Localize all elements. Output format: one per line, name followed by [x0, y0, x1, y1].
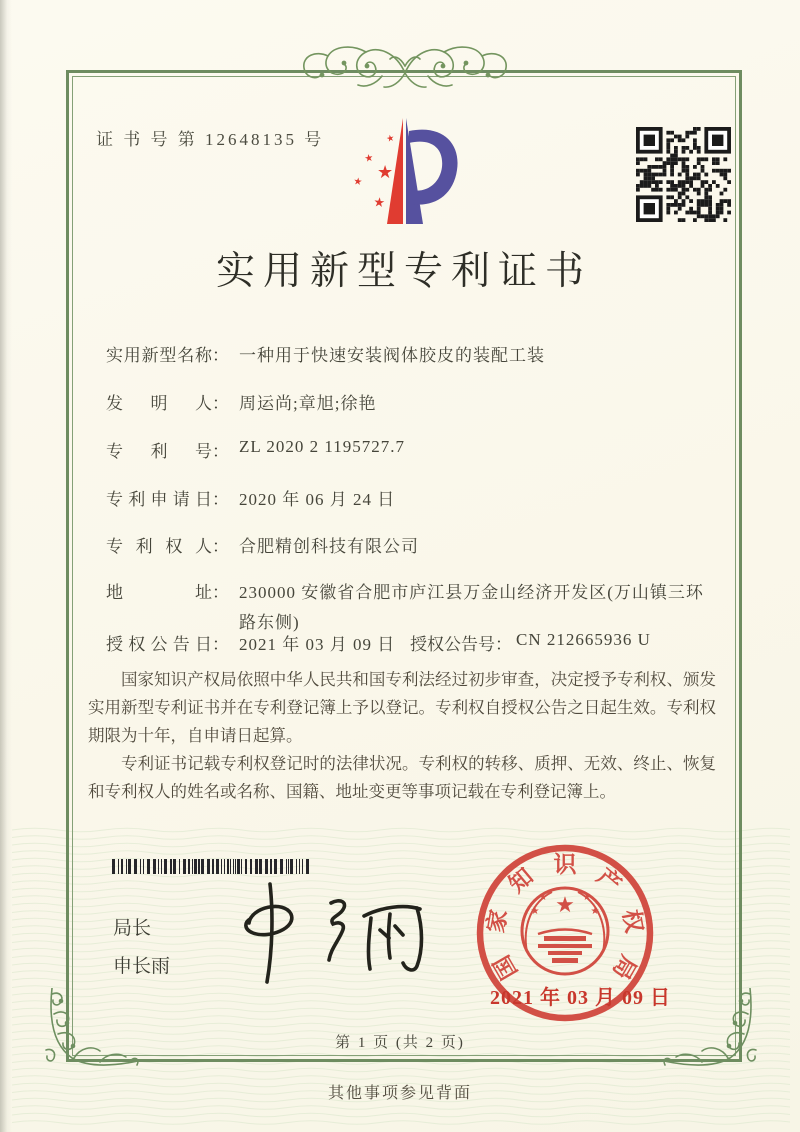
- corner-flourish-bottom-left: [44, 988, 140, 1070]
- seal-ring-char: 知: [504, 863, 538, 898]
- director-signature: [232, 876, 432, 988]
- field-colon: ：: [212, 583, 229, 602]
- field-row-patent-no: [106, 437, 405, 462]
- national-emblem-icon: [522, 888, 608, 974]
- back-note: 其他事项参见背面: [327, 1085, 472, 1102]
- field-label: 地址: [106, 583, 212, 602]
- field-value: 2021 年 03 月 09 日: [239, 635, 396, 654]
- seal-ring-char: 局: [607, 951, 641, 984]
- field-value: 合肥精创科技有限公司: [239, 537, 419, 556]
- field-label: 授权公告日: [106, 635, 212, 654]
- field-row-patentee: [106, 532, 419, 557]
- seal-ring-char: 家: [483, 907, 512, 935]
- field-value: CN 212665936 U: [516, 630, 651, 649]
- field-label: 专利申请日: [106, 490, 212, 509]
- field-value: 230000 安徽省合肥市庐江县万金山经济开发区(万山镇三环路东侧): [239, 583, 704, 632]
- field-label: 发明人: [106, 394, 212, 413]
- seal-ring-char: 国: [489, 951, 523, 984]
- seal-ring-char: 产: [592, 863, 626, 898]
- director-block: [113, 910, 170, 986]
- field-row-filing-date: [106, 485, 395, 510]
- field-value: 2020 年 06 月 24 日: [239, 490, 396, 509]
- legal-text-section: [88, 666, 716, 806]
- svg-text:★: ★: [385, 132, 396, 144]
- certificate-number: 证 书 号 第 12648135 号: [96, 130, 325, 149]
- svg-text:★: ★: [377, 162, 394, 182]
- field-label: 专利号: [106, 442, 212, 461]
- field-row-address: [106, 578, 717, 638]
- svg-text:★: ★: [530, 906, 540, 917]
- field-row-name: [106, 341, 545, 366]
- field-colon: ：: [495, 635, 512, 654]
- field-value: ZL 2020 2 1195727.7: [239, 437, 406, 456]
- field-colon: ：: [212, 490, 229, 509]
- svg-text:★: ★: [372, 194, 386, 211]
- field-row-grant-date: [106, 630, 395, 655]
- top-flourish-ornament: [292, 42, 518, 94]
- body-paragraph: 专利证书记载专利权登记时的法律状况。专利权的转移、质押、无效、终止、恢复和专利权人的姓名或名称、国籍、地址变更等事项记载在专利登记簿上。: [88, 754, 716, 801]
- field-row-inventor: [106, 389, 376, 414]
- cnipa-logo-icon: [335, 114, 475, 234]
- page-number: 第 1 页 (共 2 页): [335, 1035, 465, 1051]
- svg-text:★: ★: [555, 892, 575, 917]
- svg-text:★: ★: [590, 906, 600, 917]
- qr-code: [636, 127, 731, 222]
- field-colon: ：: [212, 635, 229, 654]
- svg-text:★: ★: [352, 176, 363, 189]
- seal-ring-char: 权: [618, 907, 647, 935]
- field-label: 授权公告号: [410, 635, 495, 654]
- svg-text:★: ★: [538, 892, 548, 903]
- corner-flourish-bottom-right: [662, 988, 758, 1070]
- field-colon: ：: [212, 442, 229, 461]
- field-label: 专利权人: [106, 537, 212, 556]
- body-paragraph: 国家知识产权局依照中华人民共和国专利法经过初步审查，决定授予专利权、颁发实用新型专利证书并在专利登记簿上予以登记。专利权自授权公告之日起生效。专利权期限为十年，自申请日起算。: [88, 670, 716, 745]
- seal-date: 2021 年 03 月 09 日: [490, 987, 671, 1009]
- barcode: [112, 859, 310, 875]
- director-title: 局长: [113, 918, 152, 939]
- field-label: 实用新型名称: [106, 346, 212, 365]
- field-colon: ：: [212, 346, 229, 365]
- svg-text:★: ★: [363, 152, 375, 165]
- certificate-title: 实用新型专利证书: [215, 250, 592, 293]
- director-name: 申长雨: [113, 956, 171, 977]
- svg-text:★: ★: [582, 892, 592, 903]
- field-colon: ：: [212, 537, 229, 556]
- scan-edge-shadow: [0, 0, 12, 1132]
- seal-ring-char: 识: [553, 852, 577, 877]
- field-row-grant-number: [410, 630, 651, 655]
- field-colon: ：: [212, 394, 229, 413]
- field-value: 周运尚;章旭;徐艳: [239, 394, 377, 413]
- field-value: 一种用于快速安装阀体胶皮的装配工装: [239, 346, 545, 365]
